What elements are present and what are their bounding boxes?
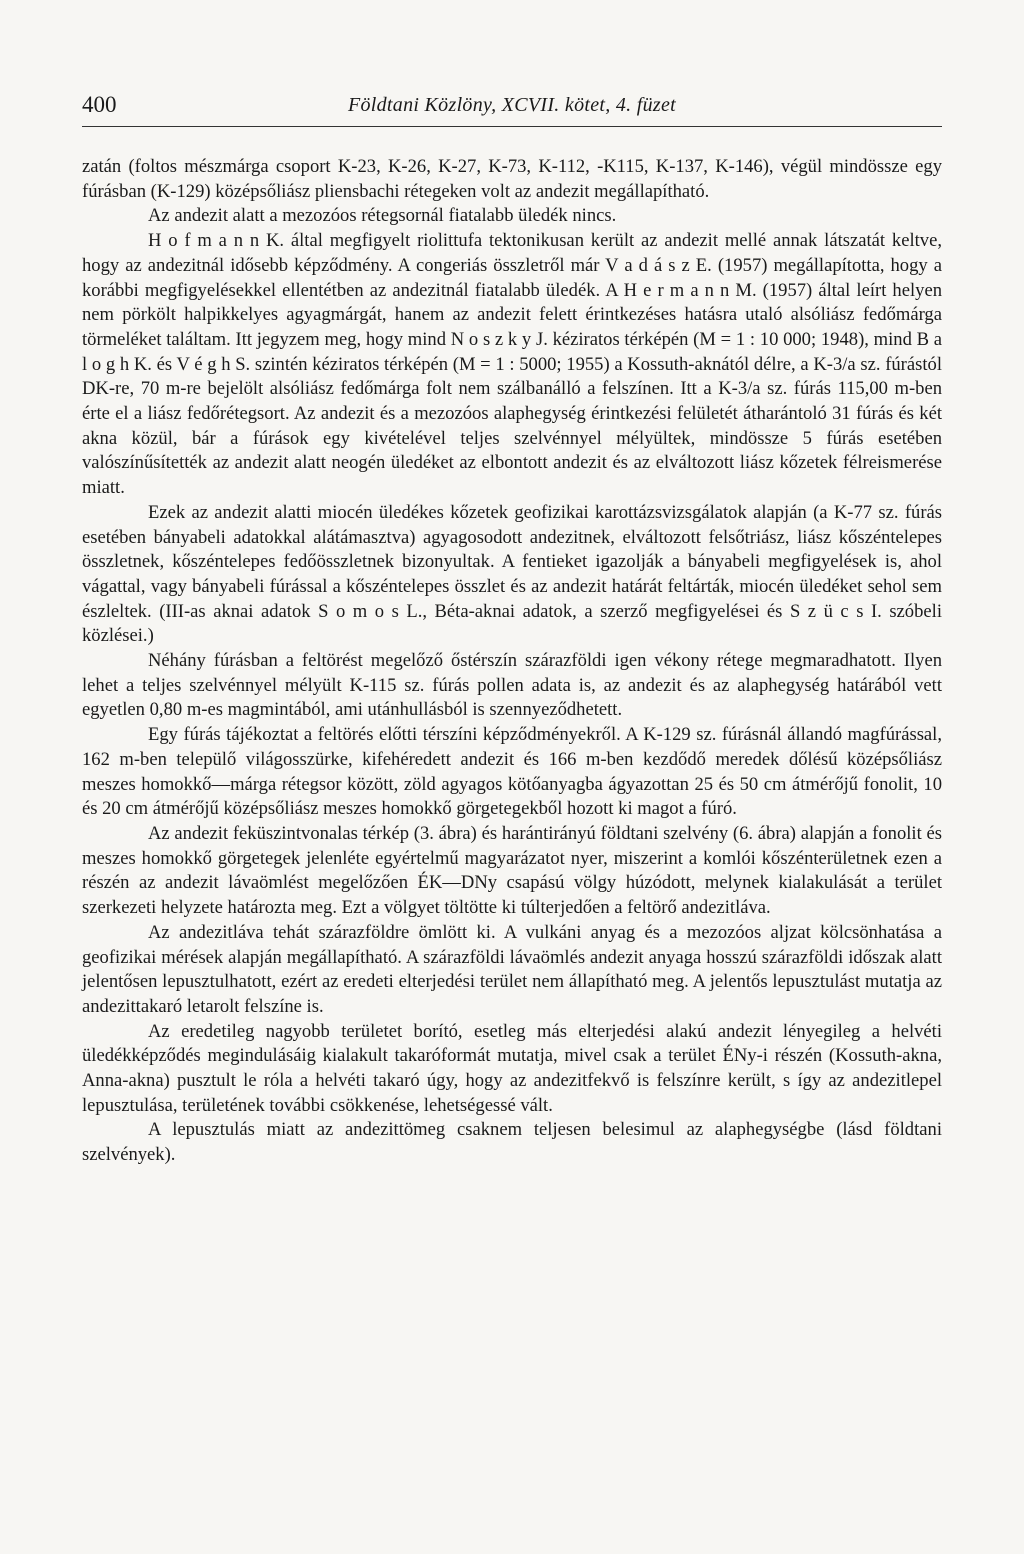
paragraph-4: Ezek az andezit alatti miocén üledékes kőzetek geofizikai karottázsvizsgálatok alapján (a K-77 sz. fúrás esetében bányabeli adatokkal alátámasztva) agyagosodott andezitnek, elváltozott felsőtriász, liász kőszéntelepes összletnek, kőszéntelepes fedőösszletnek bizonyultak. A fentieket igazolják a bányabeli megfigyelések is, ahol vágattal, vagy bányabeli fúrással a kőszéntelepes összlet és az andezit határát feltárták, miocén üledéket sehol sem észleltek. (III-as aknai adatok S o m o s L., Béta-aknai adatok, a szerző megfigyelései és S z ü c s I. szóbeli közlései.) bbox=[82, 501, 942, 647]
page-header bbox=[82, 86, 942, 127]
paragraph-3: H o f m a n n K. által megfigyelt riolittufa tektonikusan került az andezit mellé annak látszatát keltve, hogy az andezitnál idősebb képződmény. A congeriás összletről már V a d á s z E. (1957) megállapította, hogy a korábbi megfigyelésekkel ellentétben az andezitnál fiatalabb üledék. A H e r m a n n M. (1957) által leírt helyen nem pörkölt halpikkelyes agyagmárgát, hanem az andezit felett érintkezéses hatásra utaló alsóliász fedőmárga törmeléket találtam. Itt jegyzem meg, hogy mind N o s z k y J. kéziratos térképén (M = 1 : 10 000; 1948), mind B a l o g h K. és V é g h S. szintén kéziratos térképén (M = 1 : 5000; 1955) a Kossuth-aknától délre, a K-3/a sz. fúrástól DK-re, 70 m-re bejelölt alsóliász fedőmárga folt nem szálbanálló a felszínen. Itt a K-3/a sz. fúrás 115,00 m-ben érte el a liász fedőrétegsort. Az andezit és a mezozóos alaphegység érintkezési felületét átharántoló 31 fúrás és két akna közül, bár a fúrások egy kivételével teljes szelvénnyel mélyültek, mindössze 5 fúrás esetében valószínűsítették az andezit alatt neogén üledéket az elbontott andezit és az elváltozott liász kőzetek félreismerése miatt. bbox=[82, 230, 942, 499]
paragraph-7: Az andezit feküszintvonalas térkép (3. ábra) és harántirányú földtani szelvény (6. ábra) alapján a fonolit és meszes homokkő görgetegek jelenléte egyértelmű magyarázatot nyer, miszerint a komlói kőszénterületnek ezen a részén az andezit lávaömlést megelőzően ÉK—DNy csapású völgy húzódott, melynek kialakulását a terület szerkezeti helyzete határozta meg. Ezt a völgyet töltötte ki túlterjedően a feltörő andezitláva. bbox=[82, 822, 942, 919]
paragraph-10: A lepusztulás miatt az andezittömeg csaknem teljesen belesimul az alaphegységbe (lásd földtani szelvények). bbox=[82, 1119, 942, 1166]
paragraph-9: Az eredetileg nagyobb területet borító, esetleg más elterjedési alakú andezit lényegileg a helvéti üledékképződés megindulásáig kialakult takaróformát mutatja, mivel csak a terület ÉNy-i részén (Kossuth-akna, Anna-akna) pusztult le róla a helvéti takaró úgy, hogy az andezitfekvő is felszínre került, s így az andezitlepel lepusztulása, területének további csökkenése, lehetségessé vált. bbox=[82, 1020, 942, 1116]
paragraph-2: Az andezit alatt a mezozóos rétegsornál fiatalabb üledék nincs. bbox=[148, 205, 617, 227]
paragraph-5: Néhány fúrásban a feltörést megelőző őstérszín szárazföldi igen vékony rétege megmaradhatott. Ilyen lehet a teljes szelvénnyel mélyült K-115 sz. fúrás pollen adata is, az andezit és az alaphegység határából vett egyetlen 0,80 m-es magmintából, ami utánhullásból is szennyeződhetett. bbox=[82, 650, 942, 721]
paragraph-6: Egy fúrás tájékoztat a feltörés előtti térszíni képződményekről. A K-129 sz. fúrásnál állandó magfúrással, 162 m-ben települő világosszürke, kifehéredett andezit és 166 m-ben kezdődő meredek dőlésű középsőliász meszes homokkő—márga rétegsor között, zöld agyagos kötőanyagba ágyazottan 25 és 50 cm átmérőjű fonolit, 10 és 20 cm átmérőjű középsőliász meszes homokkő görgetegekből hozott ki magot a fúró. bbox=[82, 724, 942, 820]
paragraph-1: zatán (foltos mészmárga csoport K-23, K-26, K-27, K-73, K-112, -K115, K-137, K-146), végül mindössze egy fúrásban (K-129) középsőliász pliensbachi rétegeken volt az andezit megállapítható. bbox=[82, 156, 942, 202]
paragraph-8: Az andezitláva tehát szárazföldre ömlött ki. A vulkáni anyag és a mezozóos aljzat kölcsönhatása a geofizikai mérések alapján megállapítható. A szárazföldi lávaömlés andezit anyaga hosszú szárazföldi időszak alatt jelentősen lepusztulhatott, ezért az eredeti elterjedési terület nem állapítható meg. A jelentős lepusztulást mutatja az andezittakaró letarolt felszíne is. bbox=[82, 921, 942, 1017]
article-body bbox=[82, 155, 942, 1168]
page-number: 400 bbox=[82, 92, 117, 117]
running-head: Földtani Közlöny, XCVII. kötet, 4. füzet bbox=[347, 94, 677, 116]
